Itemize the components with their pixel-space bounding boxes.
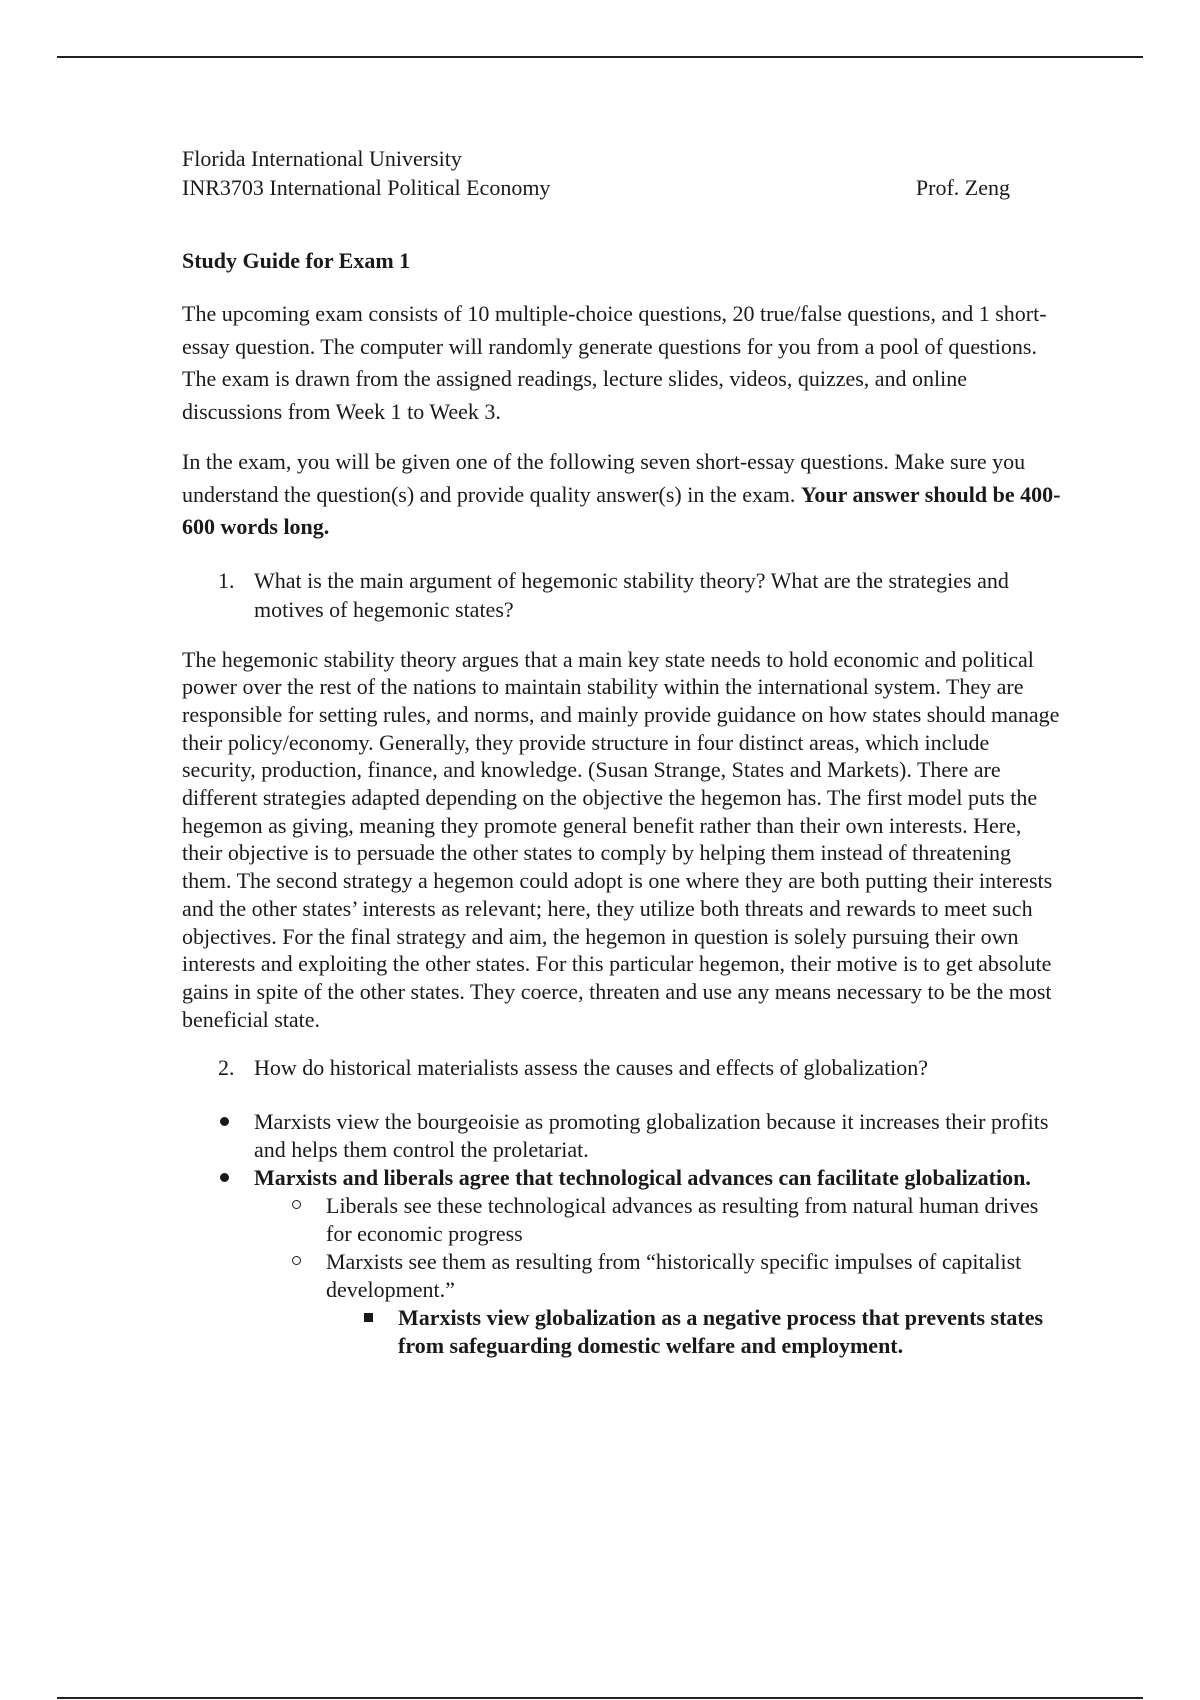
instructions-paragraph [182,446,1062,544]
list-item [218,1108,1062,1164]
bullet-circle-icon [292,1256,301,1265]
header-university-line [182,144,1010,173]
list-item-text: Marxists view the bourgeoisie as promoting globalization because it increases their profits and helps them control the proletariat. [254,1109,1049,1163]
question-1 [218,566,1062,624]
question-text: What is the main argument of hegemonic stability theory? What are the strategies and motives of hegemonic states? [254,567,1009,622]
bullet-dot-icon [220,1117,229,1126]
document-page [182,144,1062,1360]
question-2 [218,1053,1062,1082]
list-item [290,1192,1062,1248]
list-item-text: Marxists and liberals agree that technological advances can facilitate globalization. [254,1165,1031,1191]
instructions-word-limit: Your answer should be 400-600 words long. [182,481,1061,539]
list-item-text: Liberals see these technological advances as resulting from natural human drives for economic progress [326,1193,1039,1247]
list-item-text: Marxists see them as resulting from “historically specific impulses of capitalist development.” [326,1249,1022,1303]
top-rule [57,56,1143,58]
question-number: 1. [218,567,235,593]
bullet-dot-icon [220,1173,229,1182]
university-name: Florida International University [182,146,462,171]
list-item-text: Marxists view globalization as a negative process that prevents states from safeguarding domestic welfare and employment. [398,1305,1044,1359]
professor-name: Prof. Zeng [915,175,1010,200]
course-name: INR3703 International Political Economy [182,175,551,200]
list-item [218,1164,1062,1192]
instructions-text: In the exam, you will be given one of the following seven short-essay questions. Make sure you understand the question(s) and provide quality answer(s) in the exam. [182,449,1026,507]
bullet-square-icon [364,1313,373,1322]
intro-paragraph: The upcoming exam consists of 10 multiple-choice questions, 20 true/false questions, and 1 short-essay question. The computer will randomly generate questions for you from a pool of questions. The exam is drawn from the assigned readings, lecture slides, videos, quizzes, and online discussions from Week 1 to Week 3. [182,301,1047,424]
question-number: 2. [218,1055,235,1081]
page-title: Study Guide for Exam 1 [182,248,411,273]
answer-1: The hegemonic stability theory argues that a main key state needs to hold economic and political power over the rest of the nations to maintain stability within the international system. They are responsible for setting rules, and norms, and mainly provide guidance on how states should manage their policy/economy. Generally, they provide structure in four distinct areas, which include security, production, finance, and knowledge. (Susan Strange, States and Markets). There are different strategies adapted depending on the objective the hegemon has. The first model puts the hegemon as giving, meaning they promote general benefit rather than their own interests. Here, their objective is to persuade the other states to comply by helping them instead of threatening them. The second strategy a hegemon could adopt is one where they are both putting their interests and the other states’ interests as relevant; here, they utilize both threats and rewards to meet such objectives. For the final strategy and aim, the hegemon in question is solely pursuing their own interests and exploiting the other states. For this particular hegemon, their motive is to get absolute gains in spite of the other states. They coerce, threaten and use any means necessary to be the most beneficial state. [182,646,1060,1032]
bottom-rule [57,1697,1143,1699]
header-course-line [182,173,1010,202]
list-item [290,1248,1062,1304]
answer-2-bullets [182,1108,1062,1360]
question-text: How do historical materialists assess the causes and effects of globalization? [254,1055,929,1081]
bullet-circle-icon [292,1200,301,1209]
list-item [362,1304,1062,1360]
